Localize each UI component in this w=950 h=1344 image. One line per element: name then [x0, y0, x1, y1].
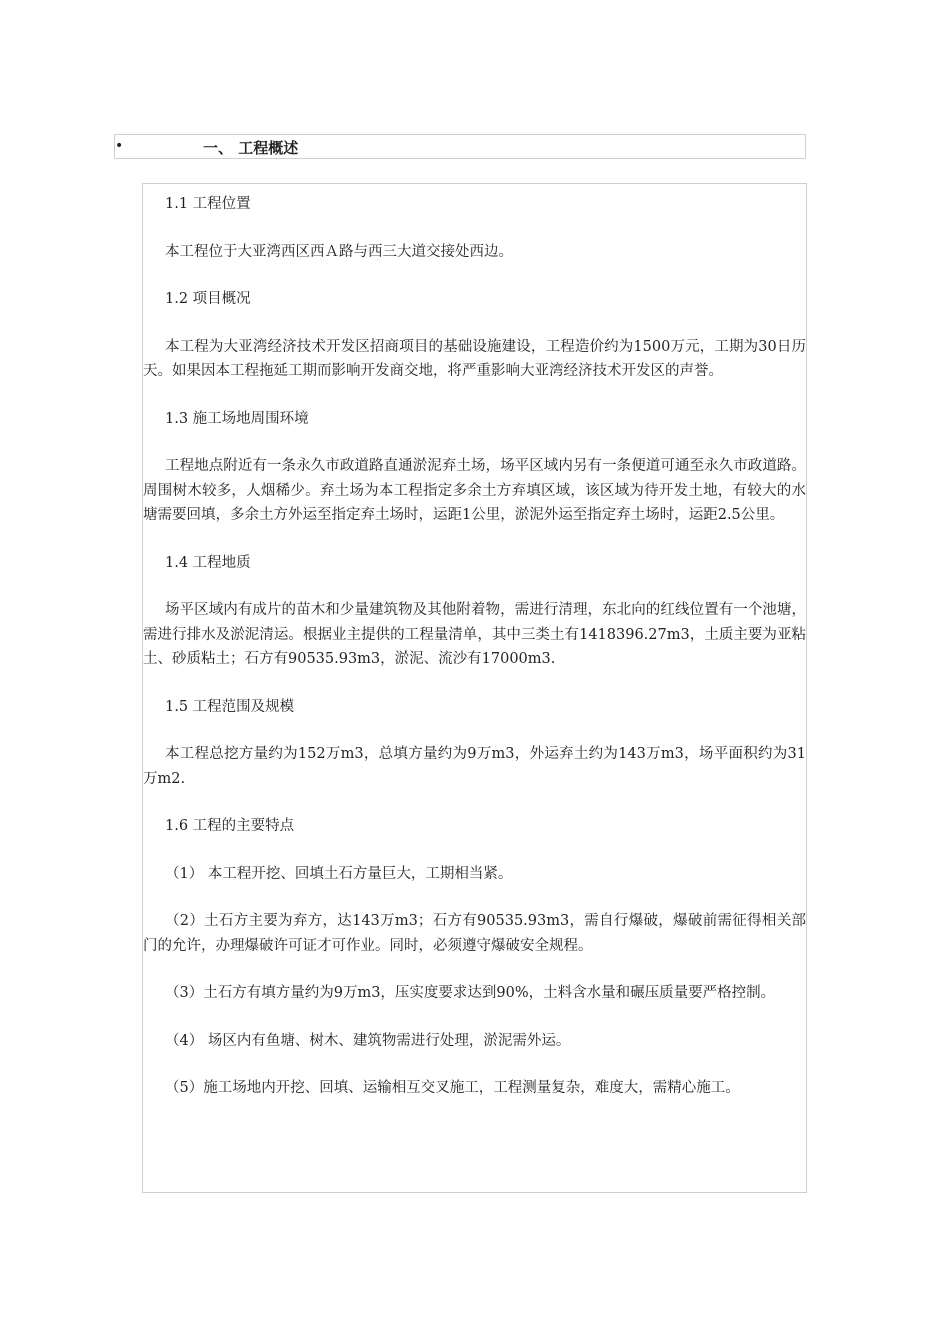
- feature-item-2: （2）土石方主要为弃方，达143万m3；石方有90535.93m3，需自行爆破，爆破前需征得相关部门的允许，办理爆破许可证才可作业。同时，必须遵守爆破安全规程。: [143, 913, 806, 954]
- bullet-marker: •: [115, 138, 124, 154]
- subsection-title-overview: 1.2 项目概况: [165, 291, 251, 307]
- section-heading-box: [114, 134, 806, 159]
- feature-item-4: （4） 场区内有鱼塘、树木、建筑物需进行处理，淤泥需外运。: [165, 1032, 571, 1049]
- paragraph-geology: 场平区域内有成片的苗木和少量建筑物及其他附着物，需进行清理，东北向的红线位置有一个池塘，需进行排水及淤泥清运。根据业主提供的工程量清单，其中三类土有1418396.27m3，土质主要为亚粘土、砂质粘土；石方有90535.93m3，淤泥、流沙有17000m3.: [143, 602, 806, 667]
- subsection-title-geology: 1.4 工程地质: [165, 554, 251, 571]
- feature-item-1: （1） 本工程开挖、回填土石方量巨大，工期相当紧。: [165, 865, 513, 882]
- subsection-title-location: 1.1 工程位置: [165, 196, 251, 212]
- paragraph-location: 本工程位于大亚湾西区西Ａ路与西三大道交接处西边。: [165, 243, 513, 260]
- content-box: [142, 183, 807, 1193]
- paragraph-environment: 工程地点附近有一条永久市政道路直通淤泥弃土场，场平区域内另有一条便道可通至永久市政道路。周围树木较多，人烟稀少。弃土场为本工程指定多余土方弃填区域，该区域为待开发土地，有较大的水塘需要回填，多余土方外运至指定弃土场时，运距1公里，淤泥外运至指定弃土场时，运距2.5公里。: [143, 458, 806, 523]
- paragraph-overview: 本工程为大亚湾经济技术开发区招商项目的基础设施建设，工程造价约为1500万元，工期为30日历天。如果因本工程拖延工期而影响开发商交地，将严重影响大亚湾经济技术开发区的声誉。: [143, 338, 806, 379]
- subsection-title-scope: 1.5 工程范围及规模: [165, 698, 295, 715]
- section-title: 一、 工程概述: [203, 139, 299, 157]
- feature-item-3: （3）土石方有填方量约为9万m3，压实度要求达到90%，土料含水量和碾压质量要严格控制。: [165, 985, 776, 1001]
- subsection-title-environment: 1.3 施工场地周围环境: [165, 410, 309, 427]
- subsection-title-features: 1.6 工程的主要特点: [165, 818, 295, 834]
- paragraph-scope: 本工程总挖方量约为152万m3，总填方量约为9万m3，外运弃土约为143万m3，场平面积约为31万m2.: [143, 746, 806, 787]
- feature-item-5: （5）施工场地内开挖、回填、运输相互交叉施工，工程测量复杂，难度大，需精心施工。: [165, 1080, 740, 1096]
